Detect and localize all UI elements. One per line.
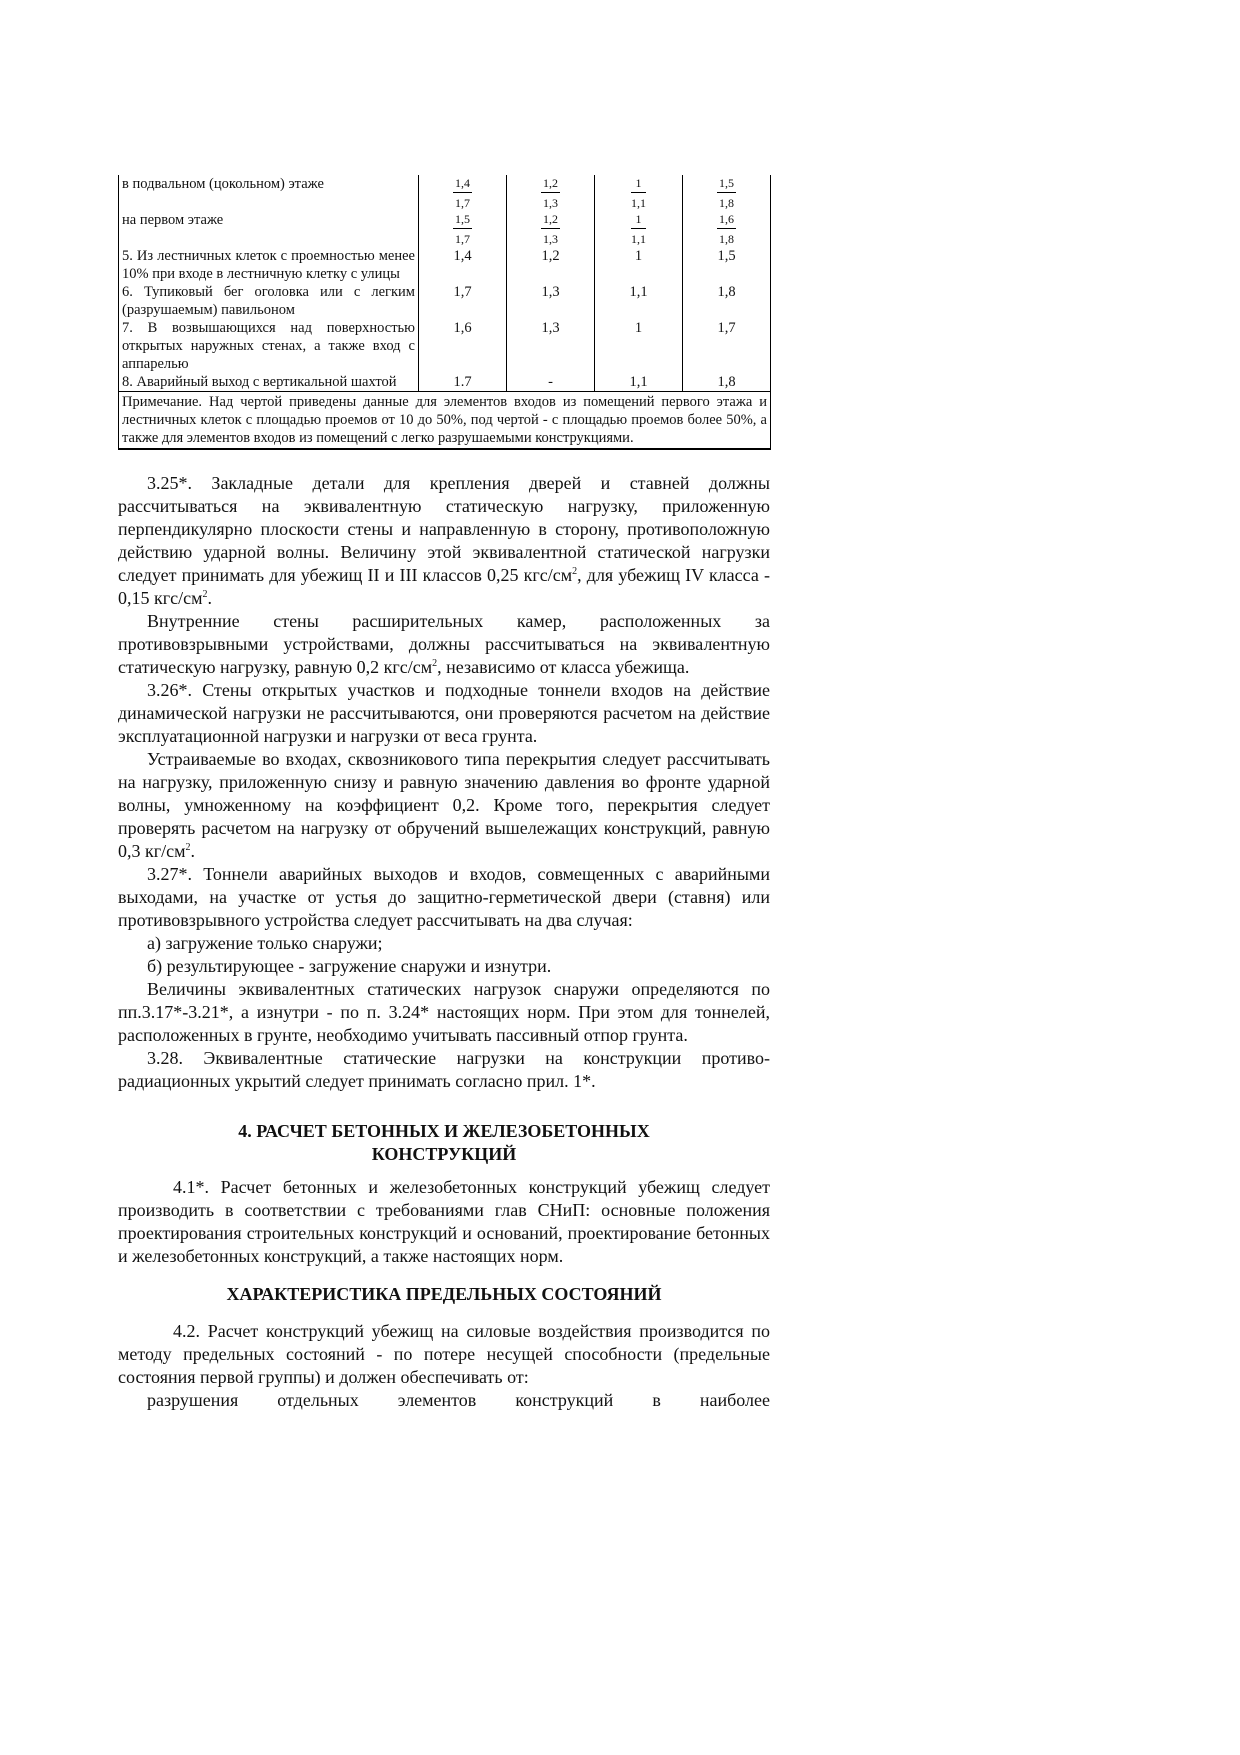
fraction-denominator: 1,7 — [455, 232, 470, 246]
fraction-denominator: 1,3 — [543, 196, 558, 210]
value-cell: 1 — [595, 247, 683, 283]
superscript: 2 — [185, 842, 191, 853]
fraction-denominator: 1,8 — [719, 196, 734, 210]
fraction-numerator: 1 — [631, 212, 646, 229]
table-note-row — [119, 392, 771, 450]
paragraph-last-line: разрушения отдельных элементов конструкций в наиболее — [147, 1390, 770, 1410]
table-row — [119, 283, 771, 319]
value-cell: 1,1 — [595, 373, 683, 392]
row-label: 6. Тупиковый бег оголовка или с легким (разрушаемым) павильоном — [119, 283, 419, 319]
paragraph-3-26: 3.26*. Стены открытых участков и подходные тоннели входов на действие динамической нагрузки не рассчитываются, они проверяются расчетом на действие эксплуатационной нагрузки и нагрузки от веса грунта. — [118, 680, 770, 746]
paragraph-magnitudes: Величины эквивалентных статических нагрузок снаружи определяются по пп.3.17*-3.21*, а изнутри - по п. 3.24* настоящих норм. При этом для тоннелей, расположенных в грунте, необходимо учитывать пассивный отпор грунта. — [118, 979, 770, 1045]
fraction-numerator: 1,5 — [453, 212, 472, 229]
value-cell — [419, 175, 507, 211]
paragraph-4-1: 4.1*. Расчет бетонных и железобетонных конструкций убежищ следует производить в соответствии с требованиями глав СНиП: основные положения проектирования строительных конструкций и оснований, проектирование бетонных и железобетонных конструкций, а также настоящих норм. — [118, 1177, 770, 1266]
paragraph-inner-walls: Внутренние стены расширительных камер, расположенных за противовзрывными устройствами, должны рассчитываться на эквивалентную статическую нагрузку, равную 0,2 кгс/$см^2$, независимо от класса убежища. — [118, 611, 770, 677]
table-row — [119, 373, 771, 392]
superscript: 2 — [432, 658, 438, 669]
fraction-numerator: 1,2 — [541, 212, 560, 229]
fraction-denominator: 1,7 — [455, 196, 470, 210]
row-label: 5. Из лестничных клеток с проемностью менее 10% при входе в лестничную клетку с улицы — [119, 247, 419, 283]
document-page — [118, 175, 770, 1412]
paragraph-3-25: 3.25*. Закладные детали для крепления дверей и ставней должны рассчитываться на эквивалентную статическую нагрузку, приложенную перпендикулярно плоскости стены и направленную в сторону, противоположную действию ударной волны. Величину этой эквивалентной статической нагрузки следует принимать для убежищ II и III классов 0,25 кгс/$см^2$, для убежищ IV класса - 0,15 кгс/$см^2$. — [118, 473, 770, 608]
fraction-numerator: 1,5 — [717, 176, 736, 193]
fraction-value — [717, 212, 736, 247]
value-cell: 1,8 — [683, 373, 771, 392]
value-cell: 1,7 — [419, 283, 507, 319]
section-heading-4: 4. РАСЧЕТ БЕТОННЫХ И ЖЕЛЕЗОБЕТОННЫХ КОНСТРУКЦИЙ — [238, 1121, 650, 1164]
list-item-b: б) результирующее - загружение снаружи и изнутри. — [147, 956, 552, 976]
table-note: Примечание. Над чертой приведены данные для элементов входов из помещений первого этажа и лестничных клеток с площадью проемов от 10 до 50%, под чертой - с площадью проемов более 50%, а также для элементов входов из помещений с легко разрушаемыми конструкциями. — [119, 392, 771, 450]
value-cell: 1,5 — [683, 247, 771, 283]
value-cell: 1,3 — [507, 283, 595, 319]
body-text — [118, 472, 770, 1412]
paragraph-overlaps: Устраиваемые во входах, сквозникового типа перекрытия следует рассчитывать на нагрузку, приложенную снизу и равную значению давления во фронте ударной волны, умноженному на коэффициент 0,2. Кроме того, перекрытия следует проверять расчетом на нагрузку от обручений вышележащих конструкций, равную 0,3 $кг/см^2$. — [118, 749, 770, 861]
table-body — [119, 175, 771, 392]
fraction-denominator: 1,1 — [631, 232, 646, 246]
table-row — [119, 211, 771, 247]
fraction-value — [453, 176, 472, 211]
fraction-value — [631, 212, 646, 247]
value-cell — [507, 211, 595, 247]
row-label: 7. В возвышающихся над поверхностью открытых наружных стенах, а также вход с аппарелью — [119, 319, 419, 373]
row-label: в подвальном (цокольном) этаже — [119, 175, 419, 211]
table-row — [119, 175, 771, 211]
superscript: 2 — [572, 566, 578, 577]
fraction-value — [453, 212, 472, 247]
value-cell: 1,4 — [419, 247, 507, 283]
row-label: 8. Аварийный выход с вертикальной шахтой — [119, 373, 419, 392]
superscript: 2 — [202, 589, 208, 600]
value-cell — [595, 175, 683, 211]
fraction-numerator: 1,2 — [541, 176, 560, 193]
value-cell: 1,2 — [507, 247, 595, 283]
fraction-numerator: 1 — [631, 176, 646, 193]
subheading-limit-states: ХАРАКТЕРИСТИКА ПРЕДЕЛЬНЫХ СОСТОЯНИЙ — [226, 1284, 662, 1304]
fraction-value — [717, 176, 736, 211]
value-cell: 1,6 — [419, 319, 507, 373]
value-cell: 1,3 — [507, 319, 595, 373]
paragraph-4-2: 4.2. Расчет конструкций убежищ на силовые воздействия производится по методу предельных состояний - по потере несущей способности (предельные состояния первой группы) и должен обеспечивать от: — [118, 1321, 770, 1387]
table-row — [119, 247, 771, 283]
value-cell: 1.7 — [419, 373, 507, 392]
table-row — [119, 319, 771, 373]
row-label: на первом этаже — [119, 211, 419, 247]
value-cell — [683, 175, 771, 211]
value-cell: - — [507, 373, 595, 392]
value-cell — [419, 211, 507, 247]
value-cell — [595, 211, 683, 247]
paragraph-3-28: 3.28. Эквивалентные статические нагрузки на конструкции противорадиационных укрытий следует принимать согласно прил. 1*. — [118, 1048, 770, 1091]
fraction-value — [541, 212, 560, 247]
value-cell: 1,8 — [683, 283, 771, 319]
fraction-denominator: 1,1 — [631, 196, 646, 210]
value-cell — [507, 175, 595, 211]
fraction-denominator: 1,3 — [543, 232, 558, 246]
paragraph-3-27: 3.27*. Тоннели аварийных выходов и входов, совмещенных с аварийными выходами, на участке от устья до защитно-герметической двери (ставня) или противовзрывного устройства следует рассчитывать на два случая: — [118, 864, 770, 930]
value-cell: 1 — [595, 319, 683, 373]
load-coefficients-table — [118, 175, 771, 450]
value-cell — [683, 211, 771, 247]
fraction-value — [631, 176, 646, 211]
fraction-value — [541, 176, 560, 211]
fraction-numerator: 1,4 — [453, 176, 472, 193]
value-cell: 1,7 — [683, 319, 771, 373]
fraction-numerator: 1,6 — [717, 212, 736, 229]
list-item-a: а) загружение только снаружи; — [147, 933, 383, 953]
value-cell: 1,1 — [595, 283, 683, 319]
fraction-denominator: 1,8 — [719, 232, 734, 246]
